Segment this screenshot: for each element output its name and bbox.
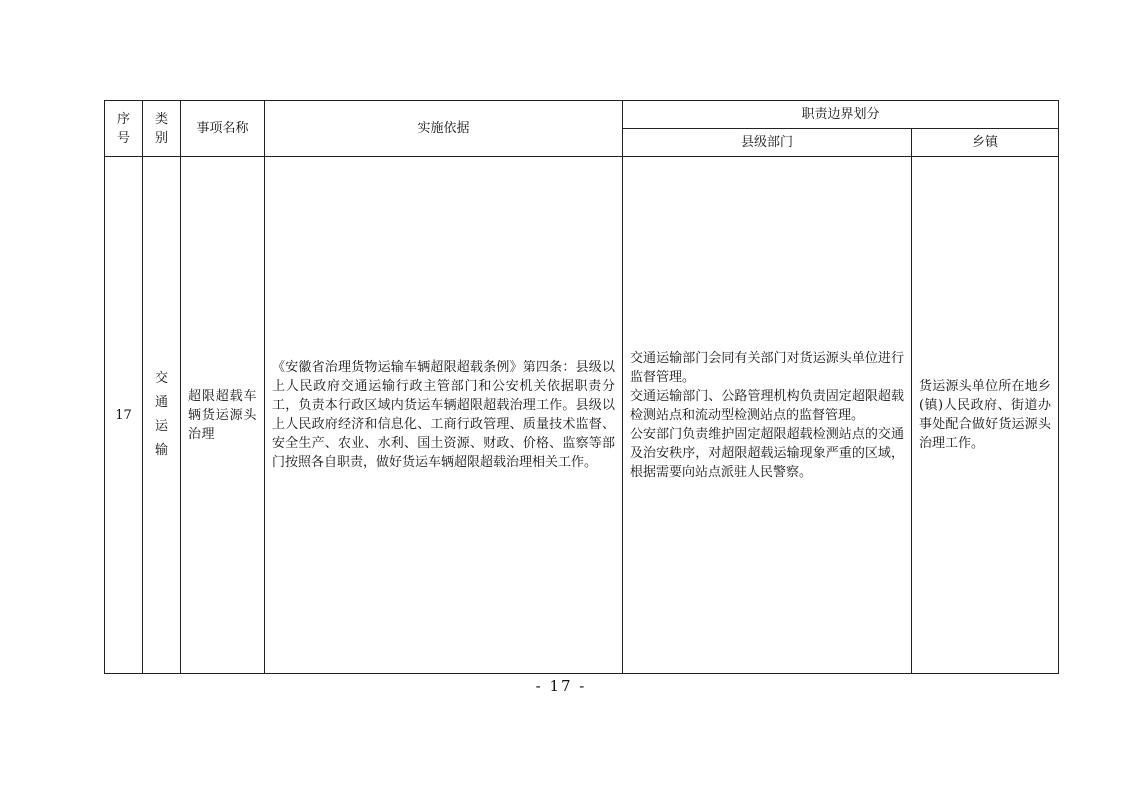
- basis-text: 《安徽省治理货物运输车辆超限超载条例》第四条：县级以上人民政府交通运输行政主管部门和公安机关依据职责分工，负责本行政区域内货运车辆超限超载治理工作。县级以上人民政府经济和信息化、工商行政管理、质量技术监督、安全生产、农业、水利、国土资源、财政、价格、监察等部门按照各自职责，做好货运车辆超限超载治理相关工作。: [272, 360, 615, 470]
- cell-seq: 17: [105, 157, 143, 674]
- table-row: [105, 157, 1059, 674]
- county-duty-1: 交通运输部门会同有关部门对货运源头单位进行监督管理。: [630, 350, 904, 385]
- cell-township: [912, 157, 1059, 674]
- cell-item-name: 超限超载车辆货运源头治理: [181, 157, 265, 674]
- county-duty-2: 交通运输部门、公路管理机构负责固定超限超载检测站点和流动型检测站点的监督管理。: [630, 388, 904, 423]
- header-township: 乡镇: [912, 129, 1059, 157]
- duty-boundary-table: [104, 100, 1059, 674]
- cell-category: 交通运输: [143, 157, 181, 674]
- header-row-top: [105, 101, 1059, 129]
- header-item-name: 事项名称: [181, 101, 265, 157]
- header-county: 县级部门: [623, 129, 912, 157]
- cell-basis: [265, 157, 623, 674]
- page-number: - 17 -: [535, 677, 587, 695]
- header-seq: 序号: [105, 101, 143, 157]
- header-basis: 实施依据: [265, 101, 623, 157]
- township-duty: 货运源头单位所在地乡(镇)人民政府、街道办事处配合做好货运源头治理工作。: [919, 379, 1052, 451]
- county-duty-3: 公安部门负责维护固定超限超载检测站点的交通及治安秩序，对超限超载运输现象严重的区域，根据需要向站点派驻人民警察。: [630, 426, 904, 480]
- header-division: 职责边界划分: [623, 101, 1059, 129]
- header-category: 类别: [143, 101, 181, 157]
- cell-county: [623, 157, 912, 674]
